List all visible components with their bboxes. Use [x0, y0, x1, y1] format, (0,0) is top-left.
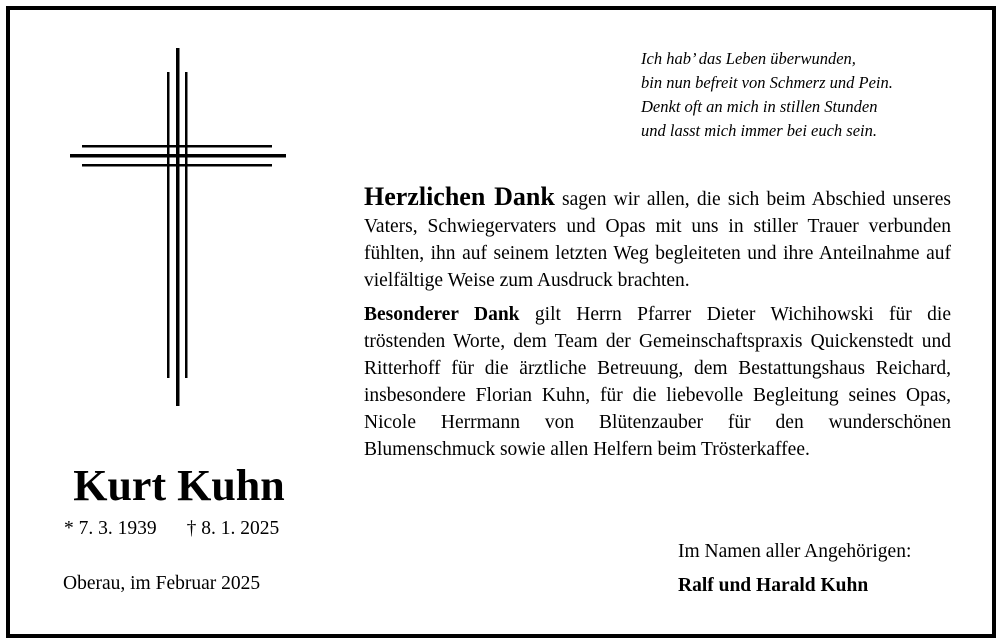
thanks-body: sagen wir allen, die sich beim Abschied unseres Vaters, Schwiegervaters und Opas mit uns in stiller Trauer verbunden fühlten, ihn auf seinem letzten Weg begleiteten und ihre Anteilnahme auf vielfältige Weise zum Ausdruck brachten.: [364, 189, 951, 291]
life-dates: [64, 518, 279, 540]
thanks-heading: Herzlichen Dank: [364, 182, 555, 211]
signature-names: Ralf und Harald Kuhn: [678, 575, 869, 596]
place-and-date: Oberau, im Februar 2025: [63, 573, 261, 594]
latin-cross-icon: [70, 48, 286, 406]
thanks-text: [364, 183, 951, 463]
memorial-poem: [641, 47, 961, 143]
poem-line: und lasst mich immer bei euch sein.: [641, 121, 878, 140]
special-thanks-body: gilt Herrn Pfarrer Dieter Wichihowski für die tröstenden Worte, dem Team der Gemeinschaftspraxis Quickenstedt und Ritterhoff für die ärztliche Betreuung, dem Bestattungshaus Reichard, insbesondere Florian Kuhn, für die liebevolle Begleitung seines Opas, Nicole Herrmann von Blütenzauber für den wunderschönen Blumenschmuck sowie allen Helfern beim Trösterkaffee.: [364, 304, 951, 460]
death-date: † 8. 1. 2025: [186, 518, 280, 539]
thanks-paragraph: [364, 183, 951, 294]
signature-intro: Im Namen aller Angehörigen:: [678, 541, 912, 562]
poem-line: bin nun befreit von Schmerz und Pein.: [641, 73, 893, 92]
deceased-name: Kurt Kuhn: [73, 461, 285, 510]
special-thanks-heading: Besonderer Dank: [364, 304, 520, 325]
poem-line: Ich hab’ das Leben überwunden,: [641, 49, 856, 68]
special-thanks-paragraph: [364, 301, 951, 463]
poem-line: Denkt oft an mich in stillen Stunden: [641, 97, 878, 116]
birth-date: * 7. 3. 1939: [64, 518, 157, 539]
